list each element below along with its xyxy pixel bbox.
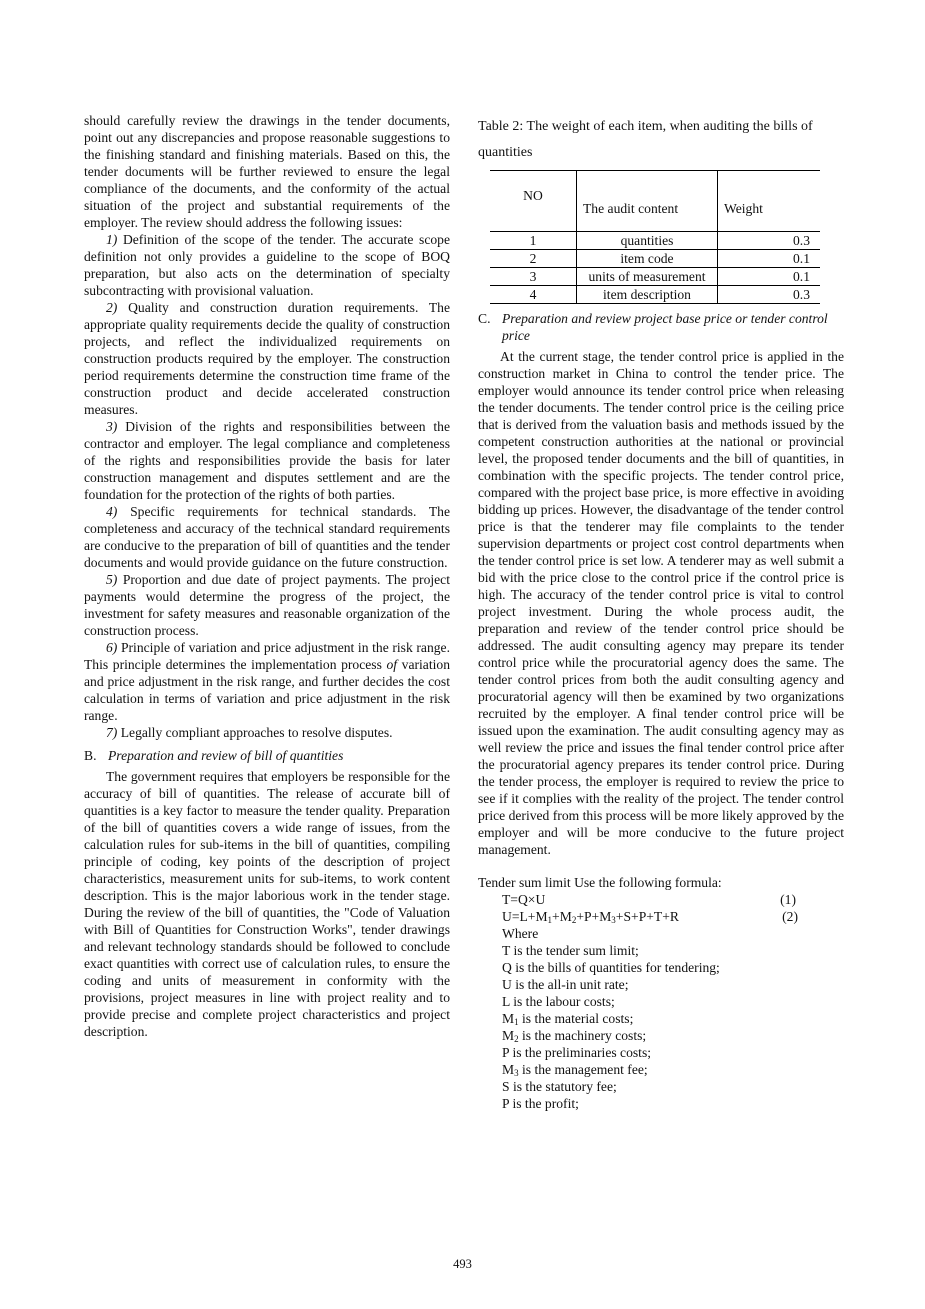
section-b-heading: B. Preparation and review of bill of quantities (84, 748, 344, 763)
list-item: 2) Quality and construction duration requirements. The appropriate quality requirements decide the quality of construction projects, and reflect the individualized requirements on construction products required by the employer. The construction period requirements determine the construction time frame of the construction product and decide accelerated construction measures. (84, 300, 450, 417)
table-header-content: The audit content (577, 171, 718, 232)
table-header-row (490, 171, 820, 232)
table-caption: Table 2: The weight of each item, when auditing the bills of quantities (478, 119, 813, 160)
table-header-no: NO (490, 171, 577, 232)
right-column (478, 112, 844, 1112)
section-c-heading: C. Preparation and review project base price or tender control price (478, 311, 828, 343)
list-item: 3) Division of the rights and responsibilities between the contractor and employer. The legal compliance and completeness of the rights and responsibilities provide the basis for later construction management and disputes settlement and are the foundation for the protection of the rights of both parties. (84, 419, 450, 502)
table-row: 3 units of measurement 0.1 (490, 268, 820, 286)
definition: $M_2$ is the machinery costs; (502, 1028, 647, 1044)
table-header-weight: Weight (718, 171, 821, 232)
list-item: 5) Proportion and due date of project payments. The project payments would determine the progress of the project, the investment for safety measures and reasonable organization of the construction process. (84, 572, 450, 638)
page-number: 493 (453, 1257, 472, 1271)
table-row: 1 quantities 0.3 (490, 232, 820, 250)
list-item: 7) Legally compliant approaches to resolve disputes. (106, 725, 393, 740)
weight-table (490, 170, 820, 304)
definition: $M_1$ is the material costs; (502, 1011, 634, 1027)
paragraph-section-c: At the current stage, the tender control price is applied in the construction market in China to control the tender price. The employer would announce its tender control price when releasing the tender documents. The tender control price is the ceiling price that is derived from the valuation basis and methods issued by the competent construction authorities at the national or provincial level, the proposed tender documents and the bill of quantities, in combination with the specific projects. The tender control price, compared with the project base price, is more effective in avoiding bidding up prices. However, the disadvantage of the tender control price is that the tenderer may file complaints to the tender supervision departments or project cost control departments when the tender control price is set low. A tenderer may as well submit a bid with the price close to the control price if the control price is high. The accuracy of the tender control price is vital to control project investment. During the whole process audit, the preparation and review of the tender control price should be addressed. The audit consulting agency may prepare its tender control price while the procuratorial agency does the same. The tender control prices from both the audit consulting agency and procuratorial agency will then be examined by two organizations recruited by the employer. A final tender control price will be issued upon the examination. The audit consulting agency may as well review the price and issues the final tender control price after the procuratorial agency prepares its tender control price. During the tender process, the employer is required to review the price to see if it complies with the reality of the project. The tender control price derived from this process will be more likely approved by the employer and will be more conducive to the future project management. (478, 349, 844, 857)
definition: P is the profit; (502, 1096, 579, 1111)
definition: T is the tender sum limit; (502, 943, 639, 958)
paragraph-intro: should carefully review the drawings in the tender documents, point out any discrepancies and propose reasonable suggestions to the finishing standard and finishing materials. Based on this, the tender documents will be further reviewed to ensure the legal compliance of the documents, and the conformity of the actual situation of the project and substantial requirements of the employer. The review should address the following issues: (84, 113, 450, 230)
definition: U is the all-in unit rate; (502, 977, 629, 992)
table-row: 4 item description 0.3 (490, 286, 820, 304)
where-label: Where (502, 926, 539, 941)
definition: S is the statutory fee; (502, 1079, 617, 1094)
definition: $M_3$ is the management fee; (502, 1062, 648, 1078)
list-item: 1) Definition of the scope of the tender. The accurate scope definition not only provides a guideline to the scope of BOQ preparation, but also acts on the determination of specialty subcontracting with provisional valuation. (84, 232, 450, 298)
definition: P is the preliminaries costs; (502, 1045, 652, 1060)
equation-1: T=Q×U (1) (502, 892, 796, 907)
equation-2: $U=L+M_1+M_2+P+M_3+S+P+T+R$ (2) (502, 909, 798, 925)
paragraph-section-b: The government requires that employers be responsible for the accuracy of bill of quantities. The release of accurate bill of quantities is a key factor to measure the tender quality. Preparation of the bill of quantities covers a wide range of issues, from the calculation rules for sub-items in the bill of quantities, compiling principle of coding, key points of the description of project characteristics, measurement units for sub-items, to work content description. This is the major laborious work in the tender stage. During the review of the bill of quantities, the "Code of Valuation with Bill of Quantities for Construction Works", tender drawings and relevant technology standards should be followed to conclude exact quantities with correct use of calculation rules, to ensure the coding and units of measurement in conformity with the provisions, project measures in line with project reality and to provide precise and complete project characteristics and project description. (84, 769, 450, 1039)
left-column (84, 112, 450, 1040)
list-item: 6) Principle of variation and price adjustment in the risk range. This principle determines the implementation process of variation and price adjustment in the risk range, and further decides the cost calculation in terms of variation and price adjustment in the risk range. (84, 640, 450, 723)
formula-block (502, 891, 844, 1112)
list-item: 4) Specific requirements for technical standards. The completeness and accuracy of the technical standard requirements are conducive to the preparation of bill of quantities and the tender documents and would provide guidance on the future construction. (84, 504, 451, 570)
formula-intro: Tender sum limit Use the following formula: (478, 875, 722, 890)
definition: Q is the bills of quantities for tendering; (502, 960, 720, 975)
definition: L is the labour costs; (502, 994, 615, 1009)
table-row: 2 item code 0.1 (490, 250, 820, 268)
